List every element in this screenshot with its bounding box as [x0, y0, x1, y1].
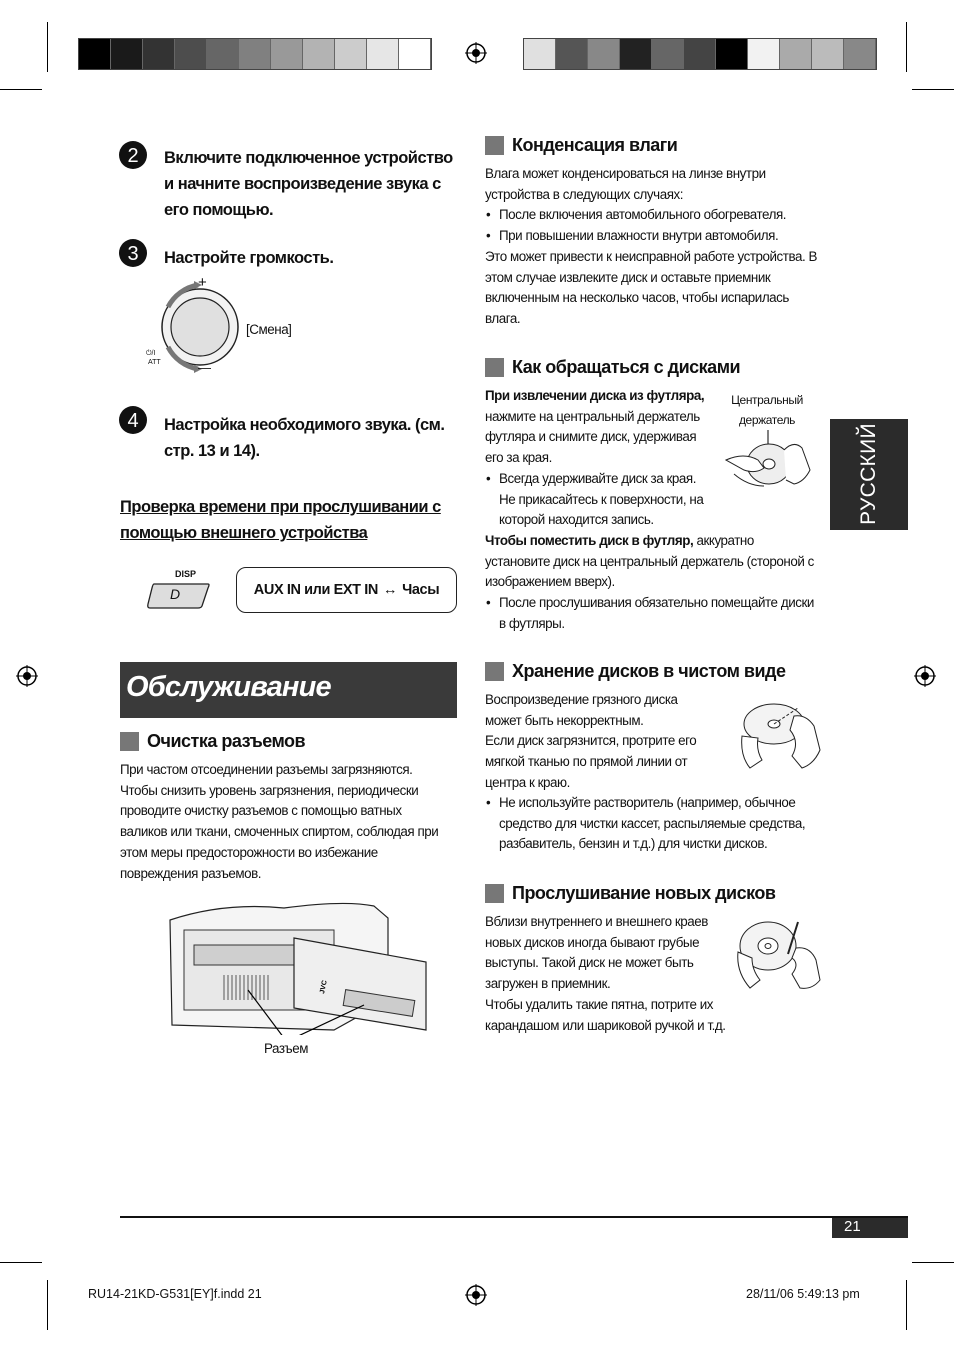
list-item: • После прослушивания обязательно помещайте диски в футляры.	[499, 593, 821, 634]
step-number-icon	[118, 140, 148, 170]
connector-caption: Разъем	[264, 1041, 308, 1056]
storage-p1: Воспроизведение грязного диска может быть некорректным.	[485, 692, 678, 728]
aux-in-label: AUX IN или EXT IN	[253, 582, 378, 598]
color-bar-right	[523, 38, 877, 70]
handling-heading	[485, 357, 740, 378]
check-time-heading: Проверка времени при прослушивании с помощью внешнего устройства	[120, 498, 441, 542]
storage-p2: Если диск загрязнится, протрите его мягкой тканью по прямой линии от центра к краю.	[485, 733, 697, 790]
handling-p1	[485, 386, 711, 531]
footer-file-info: RU14-21KD-G531[EY]f.indd 21	[88, 1287, 262, 1301]
storage-list	[485, 793, 821, 855]
language-side-tab	[830, 419, 908, 530]
new-discs-heading-text: Прослушивание новых дисков	[512, 883, 776, 903]
disc-pen-icon	[736, 918, 824, 992]
storage-list-wrap	[485, 793, 821, 855]
registration-mark-icon	[465, 1284, 487, 1306]
color-swatch	[780, 39, 812, 69]
jvc-logo: JVC	[319, 979, 329, 995]
step-number-icon	[118, 238, 148, 268]
handling-p2	[485, 531, 821, 635]
storage-heading	[485, 661, 786, 682]
page-number: 21	[844, 1218, 861, 1235]
section-square-icon	[485, 662, 504, 681]
crop-mark	[0, 1262, 42, 1263]
step-number: 2	[127, 145, 139, 167]
crop-mark	[906, 1280, 907, 1330]
page-number-tab	[832, 1218, 908, 1238]
crop-mark	[906, 22, 907, 72]
step-number: 4	[127, 410, 139, 432]
handling-list-1	[485, 469, 711, 531]
color-swatch	[652, 39, 684, 69]
disp-key-label: D	[170, 586, 181, 602]
list-item: • Не используйте растворитель (например, обычное средство для чистки кассет, распыляемые средства, разбавитель, бензин и т.д.) для чистки дисков.	[499, 793, 821, 855]
condensation-body	[485, 164, 820, 330]
knob-power-label: ⏻/I	[146, 350, 156, 357]
maintenance-title-bar	[120, 662, 457, 718]
color-swatch	[143, 39, 175, 69]
crop-mark	[912, 89, 954, 90]
disc-case-hand-icon	[724, 430, 814, 494]
color-swatch	[335, 39, 367, 69]
clock-label: Часы	[402, 582, 440, 598]
handling-p2-bold: Чтобы поместить диск в футляр,	[485, 533, 694, 548]
condensation-heading-text: Конденсация влаги	[512, 135, 678, 155]
new-discs-p1: Вблизи внутреннего и внешнего краев новых дисков иногда бывают грубые выступы. Такой диск не может быть загружен в приемник.	[485, 914, 708, 992]
language-tab-label: РУССКИЙ	[857, 423, 880, 525]
footer-timestamp: 28/11/06 5:49:13 pm	[746, 1287, 860, 1301]
knob-change-label: [Смена]	[246, 322, 292, 337]
center-holder-label-2: держатель	[738, 413, 796, 427]
registration-mark-icon	[465, 42, 487, 64]
handling-p2-rest: аккуратно установите диск на центральный держатель (стороной с изображением вверх).	[485, 533, 814, 590]
condensation-list	[485, 205, 820, 246]
handling-p1-bold: При извлечении диска из футляра,	[485, 388, 705, 403]
color-swatch	[812, 39, 844, 69]
step-2-text: Включите подключенное устройство и начните воспроизведение звука с его помощью.	[164, 149, 453, 219]
color-swatch	[271, 39, 303, 69]
storage-body	[485, 690, 711, 794]
color-swatch	[748, 39, 780, 69]
step-3-text: Настройте громкость.	[164, 249, 334, 267]
new-discs-p2: Чтобы удалить такие пятна, потрите их карандашом или шариковой ручкой и т.д.	[485, 996, 726, 1033]
color-swatch	[620, 39, 652, 69]
step-number-icon	[118, 405, 148, 435]
center-holder-label-1: Центральный	[731, 393, 803, 407]
bottom-rule	[120, 1216, 908, 1218]
color-swatch	[367, 39, 399, 69]
handling-heading-text: Как обращаться с дисками	[512, 357, 741, 377]
section-square-icon	[485, 136, 504, 155]
color-swatch	[588, 39, 620, 69]
color-swatch	[175, 39, 207, 69]
handling-list-2	[485, 593, 821, 634]
color-swatch	[303, 39, 335, 69]
cleaning-heading	[120, 731, 305, 752]
condensation-heading	[485, 135, 677, 156]
cleaning-heading-text: Очистка разъемов	[147, 731, 306, 751]
list-item: • После включения автомобильного обогревателя.	[499, 205, 820, 226]
color-swatch	[716, 39, 748, 69]
crop-mark	[0, 89, 42, 90]
condensation-intro: Влага может конденсироваться на линзе внутри устройства в следующих случаях:	[485, 166, 766, 202]
section-square-icon	[120, 732, 139, 751]
new-discs-heading	[485, 883, 775, 904]
disp-label: DISP	[175, 569, 197, 579]
center-holder-label	[724, 390, 810, 430]
cleaning-body: При частом отсоединении разъемы загрязняются. Чтобы снизить уровень загрязнения, периодически проводите очистку разъемов с помощью ватных валиков или ткани, смоченных спиртом, соблюдая при этом меры предосторожности во избежание повреждения разъемов.	[120, 762, 439, 881]
condensation-outro: Это может привести к неисправной работе устройства. В этом случае извлеките диск и оставьте приемник включенным на несколько часов, чтобы испарилась влага.	[485, 248, 817, 326]
section-square-icon	[485, 884, 504, 903]
display-mode-box	[236, 567, 457, 613]
toggle-arrow-icon: ↔	[382, 582, 398, 598]
connector-illustration-icon	[164, 900, 434, 1035]
color-swatch	[684, 39, 716, 69]
knob-minus-label: —	[198, 360, 211, 375]
color-bar-left	[78, 38, 432, 70]
knob-att-label: ATT	[148, 359, 161, 366]
color-swatch	[556, 39, 588, 69]
color-swatch	[79, 39, 111, 69]
disc-wipe-icon	[736, 696, 824, 774]
step-4-text: Настройка необходимого звука. (см. стр. 13 и 14).	[164, 416, 445, 460]
maintenance-title: Обслуживание	[126, 671, 331, 703]
color-swatch	[399, 39, 431, 69]
step-number: 3	[127, 243, 139, 265]
color-swatch	[207, 39, 239, 69]
registration-mark-icon	[914, 665, 936, 687]
color-swatch	[524, 39, 556, 69]
crop-mark	[47, 1280, 48, 1330]
knob-plus-label: +	[198, 274, 207, 291]
handling-p1-rest: нажмите на центральный держатель футляра и снимите диск, удерживая его за края.	[485, 408, 700, 466]
registration-mark-icon	[16, 665, 38, 687]
crop-mark	[47, 22, 48, 72]
color-swatch	[844, 39, 876, 69]
storage-heading-text: Хранение дисков в чистом виде	[512, 661, 786, 681]
color-swatch	[111, 39, 143, 69]
list-item: • При повышении влажности внутри автомобиля.	[499, 226, 820, 247]
new-discs-body	[485, 912, 747, 1036]
list-item: • Всегда удерживайте диск за края. Не прикасайтесь к поверхности, на которой находится запись.	[499, 469, 711, 531]
section-square-icon	[485, 358, 504, 377]
crop-mark	[912, 1262, 954, 1263]
color-swatch	[239, 39, 271, 69]
